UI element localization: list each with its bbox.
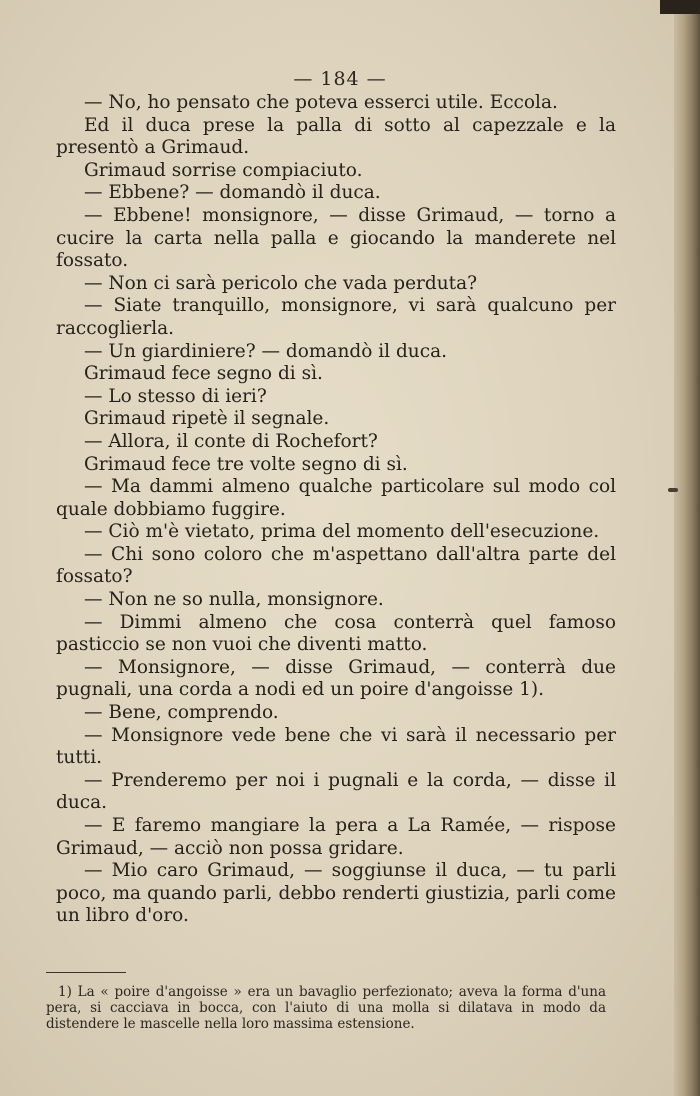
paragraph: Grimaud fece segno di sì. bbox=[84, 363, 323, 385]
paragraph: — Prenderemo per noi i pugnali e la corda, — disse il duca. bbox=[56, 769, 616, 814]
paragraph: — Monsignore, — disse Grimaud, — conterrà due pugnali, una corda a nodi ed un poire d'angoisse 1). bbox=[56, 656, 616, 701]
footnote: 1) La « poire d'angoisse » era un bavaglio perfezionato; aveva la forma d'una pera, si cacciava in bocca, con l'aiuto di una molla si dilatava in modo da distendere le mascelle nella loro massima estensione. bbox=[46, 984, 606, 1032]
paragraph: — Lo stesso di ieri? bbox=[84, 385, 267, 407]
paragraph: — Dimmi almeno che cosa conterrà quel famoso pasticcio se non vuoi che diventi matto. bbox=[56, 611, 616, 656]
paragraph: — Allora, il conte di Rochefort? bbox=[84, 430, 378, 452]
paragraph: — Ma dammi almeno qualche particolare sul modo col quale dobbiamo fuggire. bbox=[56, 476, 616, 520]
paragraph: — Non ci sarà pericolo che vada perduta? bbox=[84, 272, 478, 294]
paragraph: — Monsignore vede bene che vi sarà il necessario per tutti. bbox=[56, 724, 616, 769]
margin-mark bbox=[668, 488, 678, 492]
paragraph: — Bene, comprendo. bbox=[84, 702, 279, 724]
paragraph: Ed il duca prese la palla di sotto al capezzale e la presentò a Grimaud. bbox=[56, 114, 616, 159]
paragraph: Grimaud sorrise compiaciuto. bbox=[84, 159, 363, 181]
paragraph: — Ebbene? — domandò il duca. bbox=[84, 182, 381, 204]
paragraph: Grimaud fece tre volte segno di sì. bbox=[84, 453, 408, 475]
footnote-divider bbox=[46, 972, 126, 973]
paragraph: — No, ho pensato che poteva esserci utile. Eccola. bbox=[84, 92, 558, 113]
book-spine bbox=[674, 0, 700, 1096]
paragraph: — Ebbene! monsignore, — disse Grimaud, — torno a cucire la carta nella palla e giocando la manderete nel fossato. bbox=[56, 204, 616, 272]
paragraph: — Ciò m'è vietato, prima del momento dell'esecuzione. bbox=[84, 521, 600, 543]
book-spine-top bbox=[660, 0, 700, 14]
paragraph: — Non ne so nulla, monsignore. bbox=[84, 589, 384, 611]
paragraph: — Chi sono coloro che m'aspettano dall'altra parte del fossato? bbox=[56, 543, 616, 588]
paragraph: — Un giardiniere? — domandò il duca. bbox=[84, 340, 447, 362]
paragraph: Grimaud ripetè il segnale. bbox=[84, 408, 330, 430]
page-number: — 184 — bbox=[293, 68, 387, 90]
body-text bbox=[56, 92, 616, 928]
paragraph: — E faremo mangiare la pera a La Ramée, — rispose Grimaud, — acciò non possa gridare. bbox=[56, 815, 616, 859]
paragraph: — Siate tranquillo, monsignore, vi sarà qualcuno per raccoglierla. bbox=[56, 295, 616, 339]
paragraph: — Mio caro Grimaud, — soggiunse il duca, — tu parli poco, ma quando parli, debbo renderti giustizia, parli come un libro d'oro. bbox=[56, 860, 616, 927]
